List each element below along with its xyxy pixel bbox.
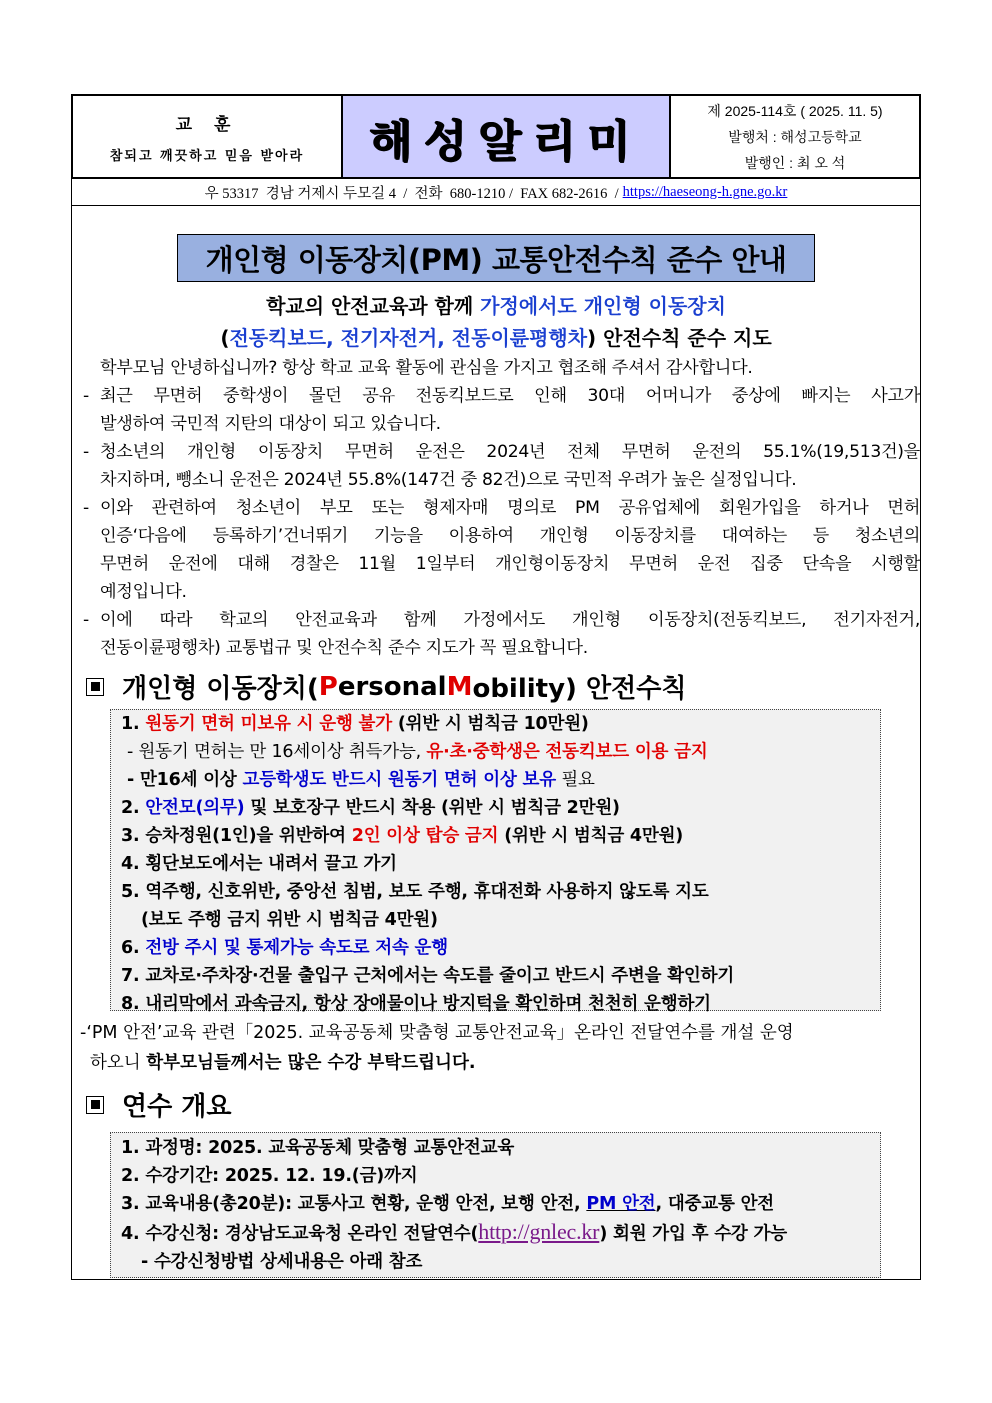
rule-1a — [121, 738, 880, 766]
rule-8: 8. 내리막에서 과속금지, 항상 장애물이나 방지턱을 확인하며 천천히 운행하기 — [121, 994, 711, 1014]
subtitle-highlight: 가정에서도 개인형 이동장치 — [480, 294, 726, 318]
greeting: 학부모님 안녕하십니까? 항상 학교 교육 활동에 관심을 가지고 협조해 주셔서 감사합니다. — [100, 358, 753, 378]
newsletter-header — [71, 94, 921, 179]
motto-title: 교 훈 — [175, 114, 239, 135]
rule-2 — [121, 794, 880, 822]
rule-text: 및 보호장구 반드시 착용 (위반 시 범칙금 2만원) — [244, 798, 620, 818]
section-heading-training-overview — [86, 1086, 232, 1123]
rule-text: (위반 시 범칙금 10만원) — [391, 714, 589, 734]
bullet-line: - 청소년의 개인형 이동장치 무면허 운전은 2024년 전체 무면허 운전의 55.1%(19,513건)을 — [100, 442, 920, 462]
rule-1 — [121, 710, 880, 738]
rule-text: 2인 이상 탑승 금지 — [351, 826, 499, 846]
rule-text: 필요 — [555, 770, 595, 790]
rule-3 — [121, 822, 880, 850]
bullet-line: 무면허 운전에 대해 경찰은 11월 1일부터 개인형이동장치 무면허 운전 집중 단속을 시행할 — [100, 554, 920, 574]
school-motto-cell — [73, 96, 343, 177]
bullet-line: 차지하며, 뺑소니 운전은 2024년 55.8%(147건 중 82건)으로 국민적 우려가 높은 실정입니다. — [100, 470, 797, 490]
gnlec-link[interactable]: http://gnlec.kr — [478, 1219, 600, 1244]
rule-text: 원동기 면허 미보유 시 운행 불가 — [145, 714, 392, 734]
issue-info-cell — [671, 96, 919, 177]
intro-body — [80, 354, 920, 662]
heading-text: obility) 안전수칙 — [472, 674, 687, 704]
subtitle-line-1 — [71, 290, 921, 319]
item-text: , 대중교통 안전 — [655, 1194, 774, 1214]
intro-bullet — [80, 382, 920, 438]
training-overview-box — [110, 1132, 881, 1278]
overview-item-2: 2. 수강기간: 2025. 12. 19.(금)까지 — [121, 1166, 418, 1186]
rule-7: 7. 교차로·주차장·건물 출입구 근처에서는 속도를 줄이고 반드시 주변을 확인하기 — [121, 966, 735, 986]
motto-text: 참되고 깨끗하고 믿음 받아라 — [109, 148, 305, 164]
website-link[interactable]: https://haeseong-h.gne.go.kr — [622, 183, 788, 200]
address-text: 우 53317 경남 거제시 두모길 4 / 전화 680-1210 / FAX 682-2616 / — [204, 185, 619, 202]
rule-text: 고등학생도 반드시 원동기 면허 이상 보유 — [242, 770, 556, 790]
notice-text: 하오니 — [90, 1053, 147, 1073]
intro-bullet — [80, 606, 920, 662]
intro-bullet — [80, 438, 920, 494]
rule-text: - 만16세 이상 — [127, 770, 243, 790]
item-text: 3. 교육내용(총20분): 교통사고 현황, 운행 안전, 보행 안전, — [121, 1194, 587, 1214]
pm-safety-link[interactable]: PM 안전 — [586, 1194, 656, 1214]
page-title: 개인형 이동장치(PM) 교통안전수칙 준수 안내 — [177, 234, 815, 282]
square-bullet-icon — [86, 678, 104, 696]
rule-text: 유·초·중학생은 전동킥보드 이용 금지 — [426, 742, 708, 762]
intro-bullet — [80, 494, 920, 606]
rule-text: 2. — [121, 798, 146, 818]
subtitle-text: ( — [220, 326, 230, 350]
rule-4: 4. 횡단보도에서는 내려서 끌고 가기 — [121, 854, 397, 874]
heading-text: 연수 개요 — [122, 1092, 232, 1122]
section-heading-safety-rules — [86, 668, 686, 705]
notice-line-1: -‘PM 안전’교육 관련「2025. 교육공동체 맞춤형 교통안전교육」온라인 전달연수를 개설 운영 — [80, 1023, 794, 1043]
bullet-line: 발생하여 국민적 지탄의 대상이 되고 있습니다. — [100, 414, 441, 434]
newsletter-title: 해성알리미 — [343, 96, 671, 177]
rule-1b — [121, 766, 880, 794]
notice-line-2 — [80, 1048, 920, 1078]
issue-number: 제 2025-114호 ( 2025. 11. 5) — [707, 102, 883, 119]
overview-item-3 — [121, 1190, 880, 1218]
rule-5-note: (보도 주행 금지 위반 시 범칙금 4만원) — [141, 910, 438, 930]
heading-text: P — [318, 671, 338, 702]
item-text: 4. 수강신청: 경상남도교육청 온라인 전달연수( — [121, 1224, 479, 1244]
overview-item-1: 1. 과정명: 2025. 교육공동체 맞춤형 교통안전교육 — [121, 1138, 515, 1158]
bullet-line: - 이에 따라 학교의 안전교육과 함께 가정에서도 개인형 이동장치(전동킥보드, 전기자전거, — [100, 610, 920, 630]
rule-6 — [121, 934, 880, 962]
publisher: 발행처 : 해성고등학교 — [728, 128, 862, 145]
subtitle-highlight: 전동킥보드, 전기자전거, 전동이륜평행차 — [229, 326, 588, 350]
rule-text: (위반 시 범칙금 4만원) — [498, 826, 684, 846]
rule-text: 전방 주시 및 통제가능 속도로 저속 운행 — [145, 938, 448, 958]
rule-text: 3. 승차정원(1인)을 위반하여 — [121, 826, 352, 846]
heading-text: M — [446, 671, 473, 702]
subtitle-line-2 — [71, 322, 921, 351]
training-notice — [80, 1018, 920, 1078]
address-bar — [71, 179, 921, 206]
issuer: 발행인 : 최 오 석 — [744, 154, 846, 171]
square-bullet-icon — [86, 1096, 104, 1114]
item-text: ) 회원 가입 후 수강 가능 — [599, 1224, 787, 1244]
bullet-line: 인증‘다음에 등록하기’건너뛰기 기능을 이용하여 개인형 이동장치를 대여하는 등 청소년의 — [100, 526, 920, 546]
subtitle-text: 학교의 안전교육과 함께 — [266, 294, 481, 318]
rule-text: - 원동기 면허는 만 16세이상 취득가능, — [127, 742, 427, 762]
heading-text: 개인형 이동장치( — [122, 674, 319, 704]
overview-item-4 — [121, 1218, 880, 1248]
notice-emphasis: 학부모님들께서는 많은 수강 부탁드립니다. — [146, 1053, 476, 1073]
bullet-line: 전동이륜평행차) 교통법규 및 안전수칙 준수 지도가 꼭 필요합니다. — [100, 638, 588, 658]
heading-text: ersonal — [337, 671, 447, 702]
rule-text: 1. — [121, 714, 146, 734]
overview-item-5: - 수강신청방법 상세내용은 아래 참조 — [141, 1252, 423, 1272]
rule-text: 6. — [121, 938, 146, 958]
bullet-line: - 이와 관련하여 청소년이 부모 또는 형제자매 명의로 PM 공유업체에 회원가입을 하거나 면허 — [100, 498, 920, 518]
bullet-line: 예정입니다. — [100, 582, 187, 602]
rule-5: 5. 역주행, 신호위반, 중앙선 침범, 보도 주행, 휴대전화 사용하지 않도록 지도 — [121, 882, 709, 902]
safety-rules-box — [110, 709, 881, 1014]
rule-text: 안전모(의무) — [145, 798, 245, 818]
subtitle-text: ) 안전수칙 준수 지도 — [587, 326, 772, 350]
bullet-line: - 최근 무면허 중학생이 몰던 공유 전동킥보드로 인해 30대 어머니가 중상에 빠지는 사고가 — [100, 386, 920, 406]
